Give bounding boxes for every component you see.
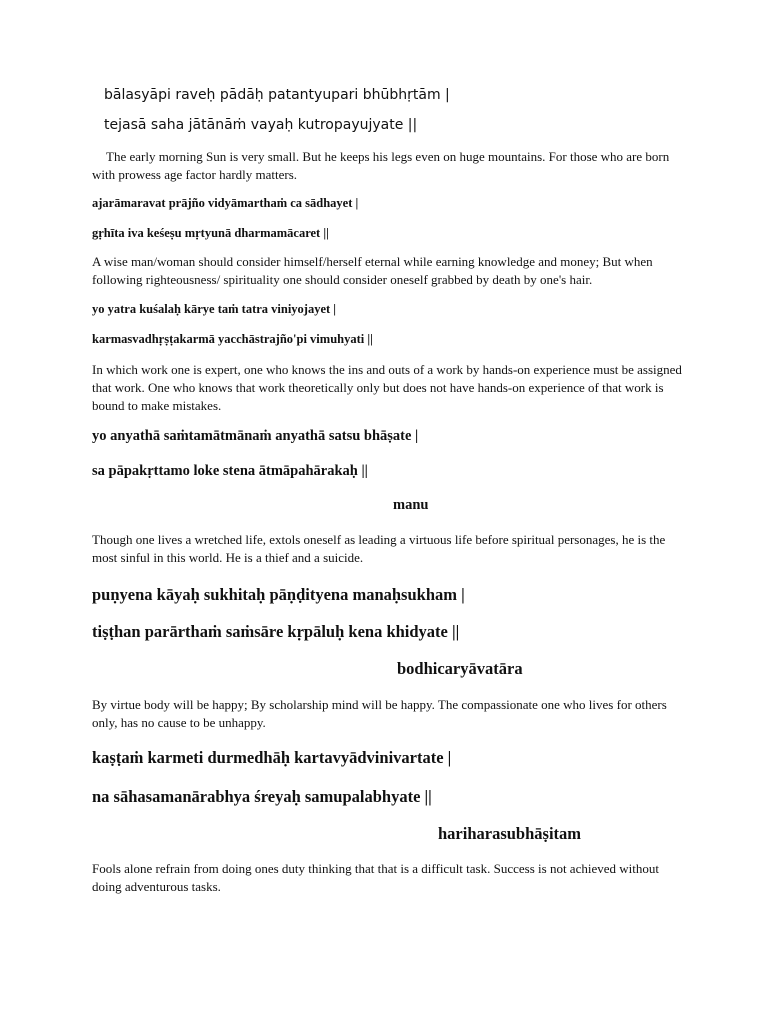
verse2-line2: gṛhīta iva keśeṣu mṛtyunā dharmamācaret ||	[92, 226, 329, 240]
verse4-translation: Though one lives a wretched life, extols oneself as leading a virtuous life before spiritual personages, he is the most sinful in this world. He is a thief and a suicide.	[92, 532, 666, 565]
verse5-line1: puṇyena kāyaḥ sukhitaḥ pāṇḍityena manaḥsukham |	[92, 585, 465, 604]
verse3-translation: In which work one is expert, one who knows the ins and outs of a work by hands-on experience must be assigned that work. One who knows that work theoretically only but does not have hands-on experience of that work is bound to make mistakes.	[92, 362, 682, 413]
verse4-line2: sa pāpakṛttamo loke stena ātmāpahārakaḥ ||	[92, 463, 368, 479]
verse3-line2: karmasvadhṛṣṭakarmā yacchāstrajño'pi vimuhyati ||	[92, 332, 373, 346]
verse1-line2: tejasā saha jātānāṁ vayaḥ kutropayujyate ||	[104, 117, 418, 133]
verse4-line1: yo anyathā saṁtamātmānaṁ anyathā satsu bhāṣate |	[92, 428, 419, 444]
verse5-source: bodhicaryāvatāra	[397, 659, 523, 678]
verse6-translation: Fools alone refrain from doing ones duty thinking that that is a difficult task. Success is not achieved without doing adventurous tasks.	[92, 861, 659, 894]
verse6-source: hariharasubhāṣitam	[438, 824, 582, 843]
verse5-translation: By virtue body will be happy; By scholarship mind will be happy. The compassionate one who lives for others only, has no cause to be unhappy.	[92, 697, 667, 730]
verse2-line1: ajarāmaravat prājño vidyāmarthaṁ ca sādhayet |	[92, 196, 359, 210]
verse2-translation: A wise man/woman should consider himself/herself eternal while earning knowledge and money; But when following righteousness/ spirituality one should consider oneself grabbed by death by one's hair.	[92, 254, 653, 287]
verse4-source: manu	[393, 497, 429, 513]
verse1-translation: The early morning Sun is very small. But he keeps his legs even on huge mountains. For those who are born with prowess age factor hardly matters.	[92, 149, 670, 182]
verse1-line1: bālasyāpi raveḥ pādāḥ patantyupari bhūbhṛtām |	[104, 87, 450, 103]
verse6-line2: na sāhasamanārabhya śreyaḥ samupalabhyate ||	[92, 787, 432, 806]
verse3-line1: yo yatra kuśalaḥ kārye taṁ tatra viniyojayet |	[92, 302, 337, 316]
verse5-line2: tiṣṭhan parārthaṁ saṁsāre kṛpāluḥ kena khidyate ||	[92, 622, 460, 641]
verse6-line1: kaṣṭaṁ karmeti durmedhāḥ kartavyādvinivartate |	[92, 748, 452, 767]
